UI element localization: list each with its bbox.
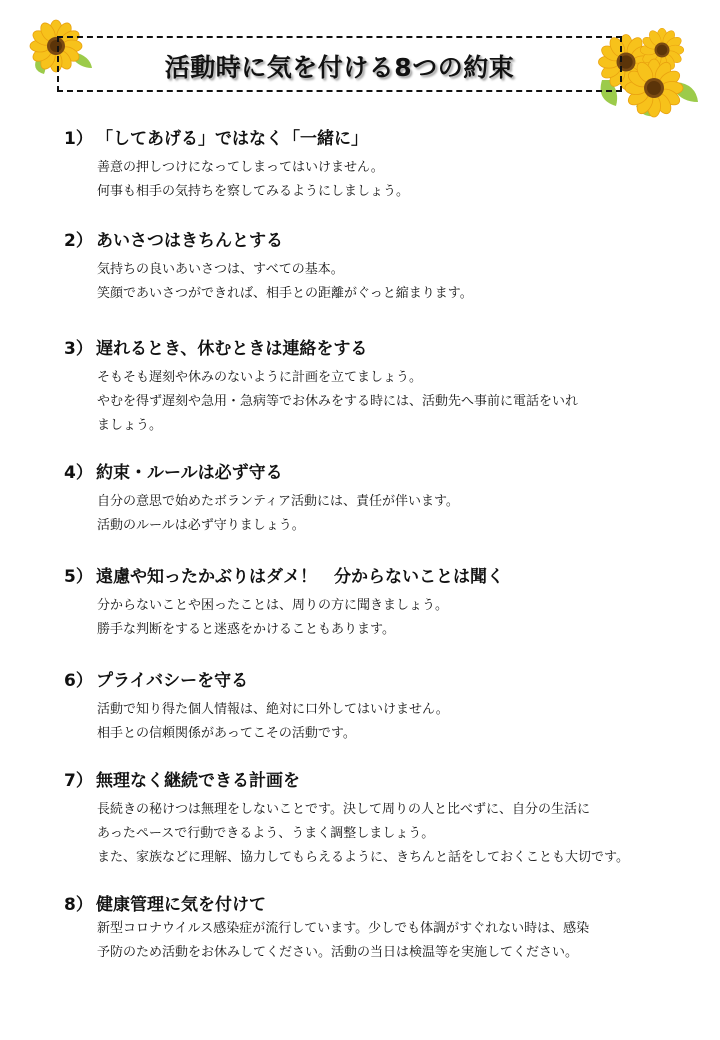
promise-item-8 (64, 893, 674, 973)
promise-text: また、家族などに理解、協力してもらえるように、きちんと話をしておくことも大切です。 (97, 850, 629, 865)
promise-text: そもそも遅刻や休みのないように計画を立てましょう。 (97, 370, 423, 385)
page-title: 活動時に気を付ける8つの約束 (164, 53, 515, 82)
promise-heading (64, 565, 674, 589)
promise-heading (64, 127, 674, 151)
promise-item-2 (64, 229, 674, 337)
promise-item-1 (64, 127, 674, 229)
promise-text: 活動のルールは必ず守りましょう。 (97, 518, 305, 533)
promise-text: 自分の意思で始めたボランティア活動には、責任が伴います。 (97, 494, 459, 509)
promise-title: プライバシーを守る (96, 671, 249, 691)
promise-text: 笑顔であいさつができれば、相手との距離がぐっと縮まります。 (97, 286, 473, 301)
promise-item-3 (64, 337, 674, 461)
promise-text: やむを得ず遅刻や急用・急病等でお休みをする時には、活動先へ事前に電話をいれ (97, 394, 579, 409)
promise-item-6 (64, 669, 674, 769)
promise-text: 何事も相手の気持ちを察してみるようにしましょう。 (97, 184, 410, 199)
promise-text: ましょう。 (97, 418, 163, 433)
promise-title: 遅れるとき、休むときは連絡をする (96, 339, 368, 359)
promise-heading (64, 769, 674, 793)
promise-text: 勝手な判断をすると迷惑をかけることもあります。 (97, 622, 395, 637)
promise-item-5 (64, 565, 674, 669)
promise-heading (64, 337, 674, 361)
promise-heading (64, 461, 674, 485)
promise-title: あいさつはきちんとする (96, 231, 283, 251)
promise-heading (64, 893, 674, 917)
promise-text: 善意の押しつけになってしまってはいけません。 (97, 160, 384, 175)
promise-text: 分からないことや困ったことは、周りの方に聞きましょう。 (97, 598, 449, 613)
promise-text: あったペースで行動できるよう、うまく調整しましょう。 (97, 826, 435, 841)
promise-number: 7） (64, 771, 93, 791)
promise-number: 4） (64, 463, 93, 483)
promise-number: 2） (64, 231, 93, 251)
promise-item-7 (64, 769, 674, 893)
promise-text: 気持ちの良いあいさつは、すべての基本。 (97, 262, 344, 277)
promise-number: 6） (64, 671, 93, 691)
promise-text: 長続きの秘けつは無理をしないことです。決して周りの人と比べずに、自分の生活に (97, 802, 590, 817)
promise-title: 約束・ルールは必ず守る (96, 463, 283, 483)
promise-number: 5） (64, 567, 93, 587)
promise-title: 「してあげる」ではなく「一緒に」 (96, 129, 368, 149)
promise-text: 新型コロナウイルス感染症が流行しています。少しでも体調がすぐれない時は、感染 (97, 921, 590, 936)
promise-heading (64, 229, 674, 253)
promise-text: 相手との信頼関係があってこその活動です。 (97, 726, 356, 741)
promise-item-4 (64, 461, 674, 565)
promise-list (64, 127, 674, 973)
promise-number: 1） (64, 129, 93, 149)
promise-heading (64, 669, 674, 693)
promise-number: 3） (64, 339, 93, 359)
promise-text: 予防のため活動をお休みしてください。活動の当日は検温等を実施してください。 (97, 945, 579, 960)
promise-title: 健康管理に気を付けて (96, 895, 266, 915)
promise-number: 8） (64, 895, 93, 915)
promise-text: 活動で知り得た個人情報は、絶対に口外してはいけません。 (97, 702, 449, 717)
promise-title: 無理なく継続できる計画を (96, 771, 300, 791)
promise-title: 遠慮や知ったかぶりはダメ！ 分からないことは聞く (96, 567, 504, 587)
title-box (57, 36, 622, 92)
